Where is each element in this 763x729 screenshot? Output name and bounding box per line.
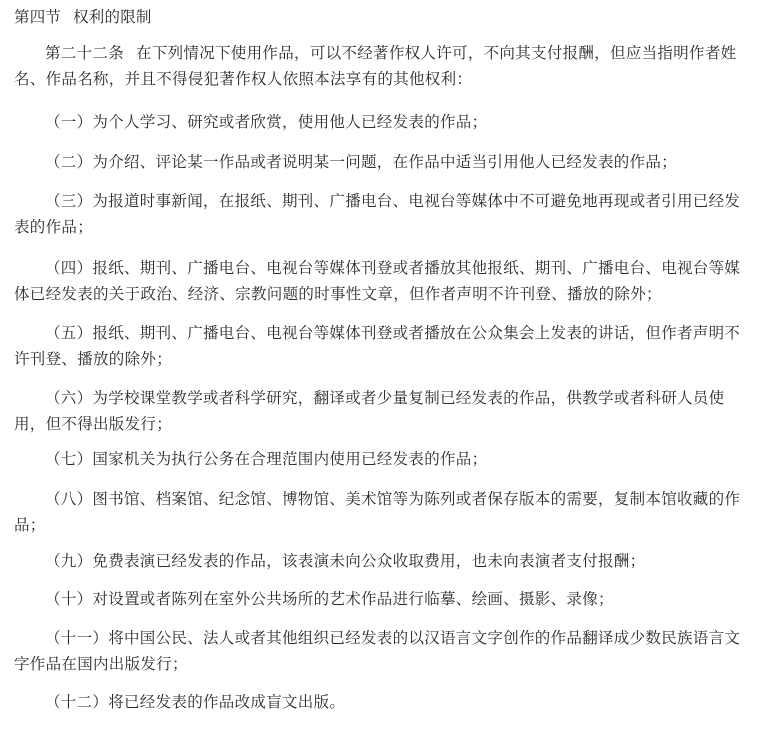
section-number: 第四节 [14,8,62,26]
list-item-9: （九）免费表演已经发表的作品，该表演未向公众收取费用，也未向表演者支付报酬； [45,552,646,570]
list-item-11: （十一）将中国公民、法人或者其他组织已经发表的以汉语言文字创作的作品翻译成少数民族语言文字作品在国内出版发行； [14,629,741,673]
section-heading [14,6,152,28]
list-item-8: （八）图书馆、档案馆、纪念馆、博物馆、美术馆等为陈列或者保存版本的需要，复制本馆收藏的作品； [14,490,741,534]
article-paragraph [14,40,749,92]
list-item-6: （六）为学校课堂教学或者科学研究，翻译或者少量复制已经发表的作品，供教学或者科研人员使用，但不得出版发行； [14,389,725,433]
list-item-12: （十二）将已经发表的作品改成盲文出版。 [45,693,346,711]
list-item-10: （十）对设置或者陈列在室外公共场所的艺术作品进行临摹、绘画、摄影、录像； [45,590,614,608]
article-text: 在下列情况下使用作品，可以不经著作权人许可，不向其支付报酬，但应当指明作者姓名、作品名称，并且不得侵犯著作权人依照本法享有的其他权利： [14,44,737,88]
list-item-5: （五）报纸、期刊、广播电台、电视台等媒体刊登或者播放在公众集会上发表的讲话，但作者声明不许刊登、播放的除外； [14,324,741,368]
list-item-2: （二）为介绍、评论某一作品或者说明某一问题，在作品中适当引用他人已经发表的作品； [45,153,678,171]
list-item-3: （三）为报道时事新闻，在报纸、期刊、广播电台、电视台等媒体中不可避免地再现或者引用已经发表的作品； [14,192,741,236]
list-item-7: （七）国家机关为执行公务在合理范围内使用已经发表的作品； [45,450,488,468]
section-title: 权利的限制 [73,8,152,26]
list-item-1: （一）为个人学习、研究或者欣赏，使用他人已经发表的作品； [45,113,488,131]
list-item-4: （四）报纸、期刊、广播电台、电视台等媒体刊登或者播放其他报纸、期刊、广播电台、电视台等媒体已经发表的关于政治、经济、宗教问题的时事性文章，但作者声明不许刊登、播放的除外； [14,259,741,303]
article-label: 第二十二条 [45,44,125,62]
